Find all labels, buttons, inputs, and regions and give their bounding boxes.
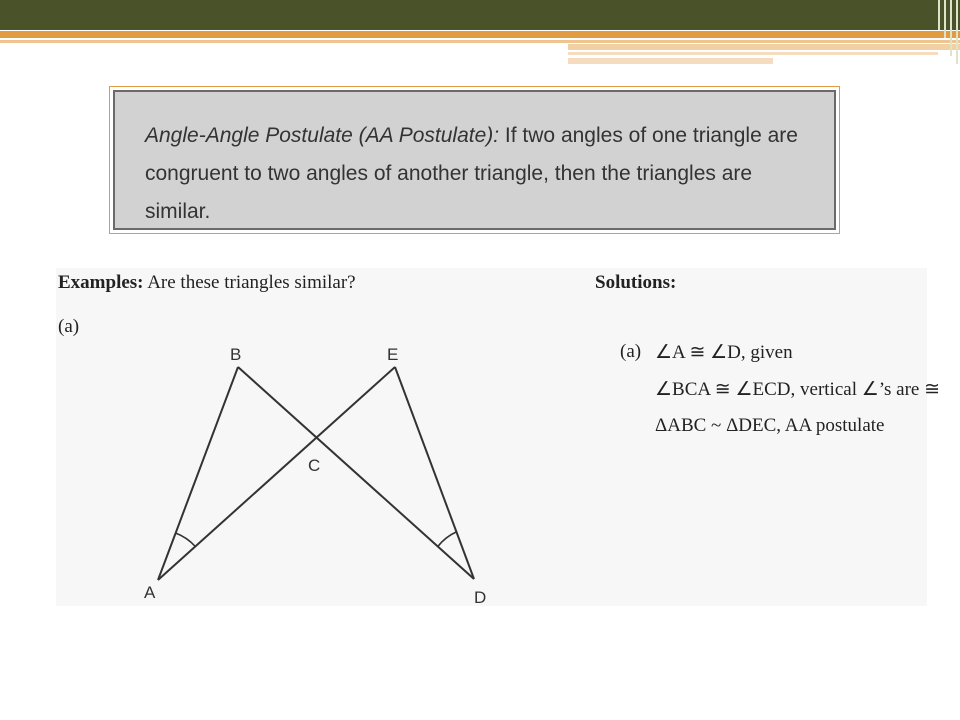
examples-label: Examples: xyxy=(58,272,144,293)
solutions-heading: Solutions: xyxy=(595,272,677,293)
angle-d-arc xyxy=(438,532,457,547)
segment-bd xyxy=(238,367,474,579)
postulate-term: Angle-Angle Postulate (AA Postulate): xyxy=(145,124,500,147)
decorative-line xyxy=(950,0,952,56)
segment-ea xyxy=(158,367,395,580)
postulate-box xyxy=(113,90,836,230)
solution-line: ∠BCA ≅ ∠ECD, vertical ∠’s are ≅ xyxy=(655,379,941,400)
accent-stripe xyxy=(568,58,773,64)
accent-stripe xyxy=(568,52,938,55)
vertex-label-a: A xyxy=(144,583,156,602)
decorative-line xyxy=(938,0,940,30)
solution-line: ΔABC ~ ΔDEC, AA postulate xyxy=(655,415,885,436)
accent-stripe xyxy=(0,31,960,38)
title-bar xyxy=(0,0,960,30)
accent-stripe xyxy=(568,44,960,50)
postulate-frame xyxy=(109,86,840,234)
segment-ed xyxy=(395,367,474,579)
postulate-text: If two angles of one triangle are congruent to two angles of another triangle, then the triangles are similar. xyxy=(145,124,798,223)
solution-part-label: (a) xyxy=(620,341,642,362)
vertex-label-c: C xyxy=(308,456,321,475)
angle-a-arc xyxy=(176,533,196,547)
triangles-figure xyxy=(130,340,500,610)
vertex-label-b: B xyxy=(230,345,242,364)
segment-ab xyxy=(158,367,238,580)
vertex-label-e: E xyxy=(387,345,399,364)
examples-question: Are these triangles similar? xyxy=(143,272,356,293)
solution-line: ∠A ≅ ∠D, given xyxy=(655,342,793,363)
vertex-label-d: D xyxy=(474,588,487,607)
decorative-line xyxy=(944,0,946,38)
example-part-label: (a) xyxy=(58,316,80,337)
accent-stripe xyxy=(0,40,960,43)
decorative-line xyxy=(956,0,958,64)
examples-heading xyxy=(58,272,356,294)
